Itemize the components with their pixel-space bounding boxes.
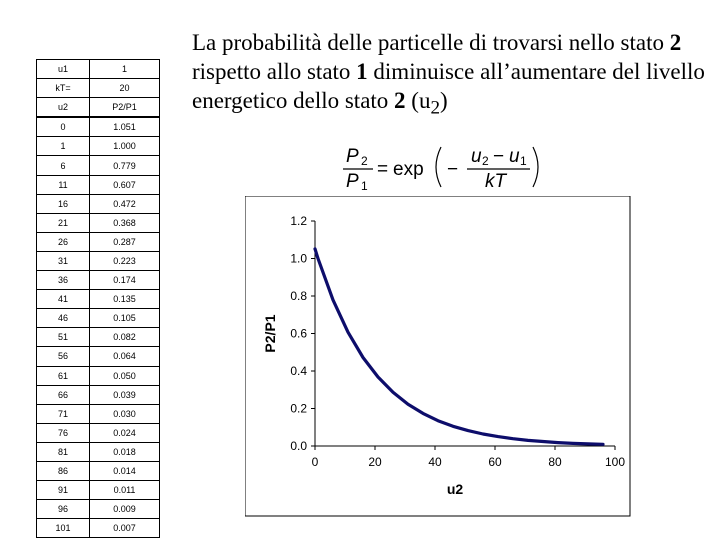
table-cell-ratio: 0.779 [90, 156, 160, 175]
table-cell-u2: 96 [37, 500, 90, 519]
y-tick-label: 0.2 [290, 401, 307, 416]
x-axis-label: u2 [446, 481, 464, 497]
table-cell-ratio: 0.024 [90, 423, 160, 442]
x-tick-label: 60 [488, 455, 502, 469]
table-row [37, 213, 160, 232]
table-cell-u2: 6 [37, 156, 90, 175]
table-cell-value: 1 [90, 60, 160, 79]
formula-u1: u [509, 146, 520, 167]
table-cell-u2: 81 [37, 442, 90, 461]
table-cell-u2: 26 [37, 232, 90, 251]
table-cell-u2: 31 [37, 251, 90, 270]
table-cell-ratio: 0.607 [90, 175, 160, 194]
formula-u2-sub: 2 [482, 154, 489, 168]
table-row [37, 328, 160, 347]
y-tick-label: 0.0 [290, 439, 307, 453]
ratio-chart [245, 196, 635, 520]
table-cell-ratio: 0.082 [90, 328, 160, 347]
table-cell-value: 20 [90, 79, 160, 98]
y-tick-label: 1.0 [290, 251, 307, 266]
table-cell-ratio: 0.014 [90, 461, 160, 480]
table-cell-ratio: 0.018 [90, 442, 160, 461]
table-cell-u2: 16 [37, 194, 90, 213]
table-cell-ratio: 0.007 [90, 519, 160, 538]
y-tick-label: 0.6 [290, 326, 307, 341]
table-cell-ratio: 0.368 [90, 213, 160, 232]
y-axis-label: P2/P1 [262, 314, 278, 353]
table-row [37, 481, 160, 500]
table-row [37, 404, 160, 423]
table-cell-ratio: 1.051 [90, 117, 160, 137]
y-tick-label: 0.4 [290, 364, 307, 378]
data-table [36, 59, 160, 538]
table-cell-u2: 56 [37, 347, 90, 366]
table-row [37, 271, 160, 290]
table-cell-ratio: 0.135 [90, 290, 160, 309]
table-cell-ratio: 0.472 [90, 194, 160, 213]
table-row [37, 366, 160, 385]
formula-minus: − [447, 159, 459, 180]
formula-p2-sub: 2 [361, 154, 368, 168]
table-row [37, 290, 160, 309]
formula-p1-sub: 1 [361, 179, 368, 193]
table-cell-u2: 101 [37, 519, 90, 538]
table-row [37, 500, 160, 519]
table-header-row [37, 98, 160, 118]
table-cell-u2: 61 [37, 366, 90, 385]
table-cell-ratio: 1.000 [90, 137, 160, 156]
table-header-row [37, 79, 160, 98]
table-cell-ratio: 0.011 [90, 481, 160, 500]
table-row [37, 137, 160, 156]
formula-u1-sub: 1 [520, 154, 527, 168]
x-tick-label: 0 [311, 455, 319, 469]
table-row [37, 232, 160, 251]
table-row [37, 442, 160, 461]
formula-p1: P [346, 171, 359, 192]
table-cell-u2: 86 [37, 461, 90, 480]
heading-text: La probabilità delle particelle di trovarsi nello stato 2 rispetto allo stato 1 diminuisce all’aumentare del livello energetico dello stato 2 $(u_2)$ [192, 30, 705, 119]
table-cell-u2: 21 [37, 213, 90, 232]
table-cell-u2: 41 [37, 290, 90, 309]
table-row [37, 385, 160, 404]
table-header-row [37, 60, 160, 79]
table-cell-ratio: 0.287 [90, 232, 160, 251]
table-cell-u2: 51 [37, 328, 90, 347]
table-row [37, 194, 160, 213]
table-cell-u2: 91 [37, 481, 90, 500]
x-tick-label: 20 [368, 455, 382, 469]
table-row [37, 251, 160, 270]
table-row [37, 461, 160, 480]
formula-u2: u [471, 146, 482, 167]
formula-p2: P [346, 146, 359, 167]
y-tick-label: 0.8 [290, 289, 307, 303]
table-cell-ratio: 0.223 [90, 251, 160, 270]
table-cell-ratio: 0.030 [90, 404, 160, 423]
formula-num-minus: − [493, 146, 505, 167]
table-row [37, 309, 160, 328]
table-cell-label: kT= [37, 79, 90, 98]
table-row [37, 156, 160, 175]
table-cell-u2: 1 [37, 137, 90, 156]
formula-equals: = [377, 159, 389, 180]
table-cell-u2: 66 [37, 385, 90, 404]
table-cell-ratio: 0.105 [90, 309, 160, 328]
boltzmann-formula [340, 141, 550, 193]
table-cell-ratio: 0.064 [90, 347, 160, 366]
table-cell-u2: 46 [37, 309, 90, 328]
table-cell-ratio: 0.050 [90, 366, 160, 385]
table-row [37, 519, 160, 538]
table-cell-ratio: 0.009 [90, 500, 160, 519]
x-tick-label: 100 [604, 455, 626, 469]
table-cell-u2: 0 [37, 117, 90, 137]
table-row [37, 423, 160, 442]
table-cell-u2: 11 [37, 175, 90, 194]
formula-kt: kT [485, 171, 507, 192]
table-cell-label: u2 [37, 98, 90, 118]
table-row [37, 117, 160, 137]
y-tick-label: 1.2 [290, 214, 307, 228]
table-cell-value: P2/P1 [90, 98, 160, 118]
x-tick-label: 40 [428, 455, 442, 469]
table-cell-u2: 36 [37, 271, 90, 290]
table-cell-ratio: 0.039 [90, 385, 160, 404]
x-tick-label: 80 [548, 455, 562, 469]
table-row [37, 175, 160, 194]
formula-exp: exp [393, 159, 424, 180]
table-cell-ratio: 0.174 [90, 271, 160, 290]
table-cell-label: u1 [37, 60, 90, 79]
table-cell-u2: 71 [37, 404, 90, 423]
table-cell-u2: 76 [37, 423, 90, 442]
table-row [37, 347, 160, 366]
